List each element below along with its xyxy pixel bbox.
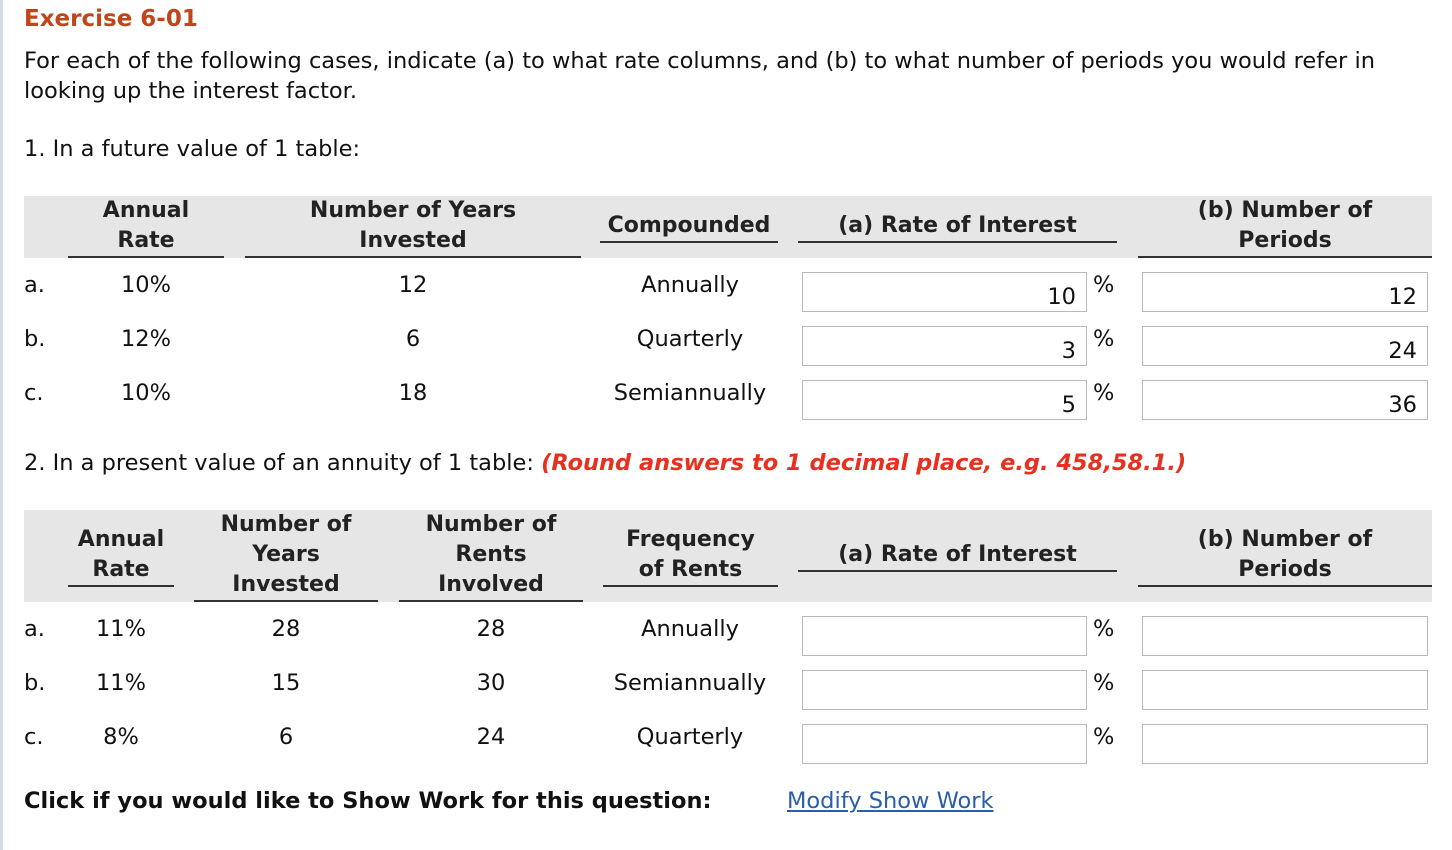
instructions: For each of the following cases, indicate (a) to what rate columns, and (b) to what number of periods you would refer in looking up the interest factor. <box>24 48 1375 104</box>
p1-row-c-label: c. <box>24 380 44 406</box>
left-border <box>0 0 3 850</box>
p2-row-a-years: 28 <box>271 616 301 642</box>
p1-row-c-rate-input[interactable] <box>802 380 1087 420</box>
p2-row-c-percent: % <box>1093 724 1115 750</box>
p1-row-b-rate: 12% <box>120 326 171 352</box>
p1-row-b-percent: % <box>1093 326 1115 352</box>
p2-row-b-label: b. <box>24 670 46 696</box>
p2-header-rate-of-interest: (a) Rate of Interest <box>798 540 1117 572</box>
p1-row-b-periods-input[interactable] <box>1142 326 1428 366</box>
part1-prompt: 1. In a future value of 1 table: <box>24 136 361 162</box>
part2-prompt <box>24 450 1186 476</box>
p2-row-c-rate-input[interactable] <box>802 724 1087 764</box>
p2-header-years-invested: Number of Years Invested <box>194 510 378 602</box>
p2-row-c-years: 6 <box>278 724 294 750</box>
p2-row-a-rate: 11% <box>95 616 146 642</box>
exercise-title: Exercise 6-01 <box>24 6 198 32</box>
p2-row-c-periods-input[interactable] <box>1142 724 1428 764</box>
p2-row-c-rate: 8% <box>103 724 139 750</box>
p1-row-c-compounded: Semiannually <box>613 380 767 406</box>
p1-row-b-years: 6 <box>405 326 421 352</box>
p2-row-a-frequency: Annually <box>641 616 739 642</box>
p1-row-c-years: 18 <box>398 380 428 406</box>
p1-row-c-percent: % <box>1093 380 1115 406</box>
p2-row-b-periods-input[interactable] <box>1142 670 1428 710</box>
p1-row-a-percent: % <box>1093 272 1115 298</box>
p2-header-rents-involved: Number of Rents Involved <box>399 510 583 602</box>
p2-header-frequency: Frequency of Rents <box>603 525 778 587</box>
p2-row-c-label: c. <box>24 724 44 750</box>
p1-row-b-compounded: Quarterly <box>636 326 744 352</box>
part2-prompt-text: 2. In a present value of an annuity of 1 table: <box>24 450 534 476</box>
p1-header-compounded: Compounded <box>600 211 778 243</box>
p1-row-b-rate-input[interactable] <box>802 326 1087 366</box>
rounding-note: (Round answers to 1 decimal place, e.g. 458,58.1.) <box>541 450 1187 476</box>
p1-header-annual-rate: Annual Rate <box>68 196 224 258</box>
p2-header-number-of-periods: (b) Number of Periods <box>1138 525 1432 587</box>
p1-row-a-periods-input[interactable] <box>1142 272 1428 312</box>
p2-row-c-rents: 24 <box>476 724 506 750</box>
p2-row-b-years: 15 <box>271 670 301 696</box>
p2-row-b-percent: % <box>1093 670 1115 696</box>
p2-row-a-periods-input[interactable] <box>1142 616 1428 656</box>
p1-row-a-label: a. <box>24 272 45 298</box>
p1-row-a-compounded: Annually <box>641 272 739 298</box>
p2-row-b-rents: 30 <box>476 670 506 696</box>
p1-row-b-label: b. <box>24 326 46 352</box>
p2-row-a-rents: 28 <box>476 616 506 642</box>
p1-row-a-years: 12 <box>398 272 428 298</box>
p1-header-rate-of-interest: (a) Rate of Interest <box>798 211 1117 243</box>
show-work-label: Click if you would like to Show Work for this question: <box>24 788 712 814</box>
p1-header-number-of-periods: (b) Number of Periods <box>1138 196 1432 258</box>
p1-header-years-invested: Number of Years Invested <box>245 196 581 258</box>
p2-row-b-frequency: Semiannually <box>613 670 767 696</box>
p1-row-a-rate: 10% <box>120 272 171 298</box>
p2-header-annual-rate: Annual Rate <box>68 525 174 587</box>
p1-row-a-rate-input[interactable] <box>802 272 1087 312</box>
p2-row-c-frequency: Quarterly <box>636 724 744 750</box>
p2-row-b-rate: 11% <box>95 670 146 696</box>
p1-row-c-periods-input[interactable] <box>1142 380 1428 420</box>
modify-show-work-link[interactable]: Modify Show Work <box>787 788 994 814</box>
p2-row-b-rate-input[interactable] <box>802 670 1087 710</box>
p2-row-a-rate-input[interactable] <box>802 616 1087 656</box>
p2-row-a-label: a. <box>24 616 45 642</box>
p2-row-a-percent: % <box>1093 616 1115 642</box>
p1-row-c-rate: 10% <box>120 380 171 406</box>
